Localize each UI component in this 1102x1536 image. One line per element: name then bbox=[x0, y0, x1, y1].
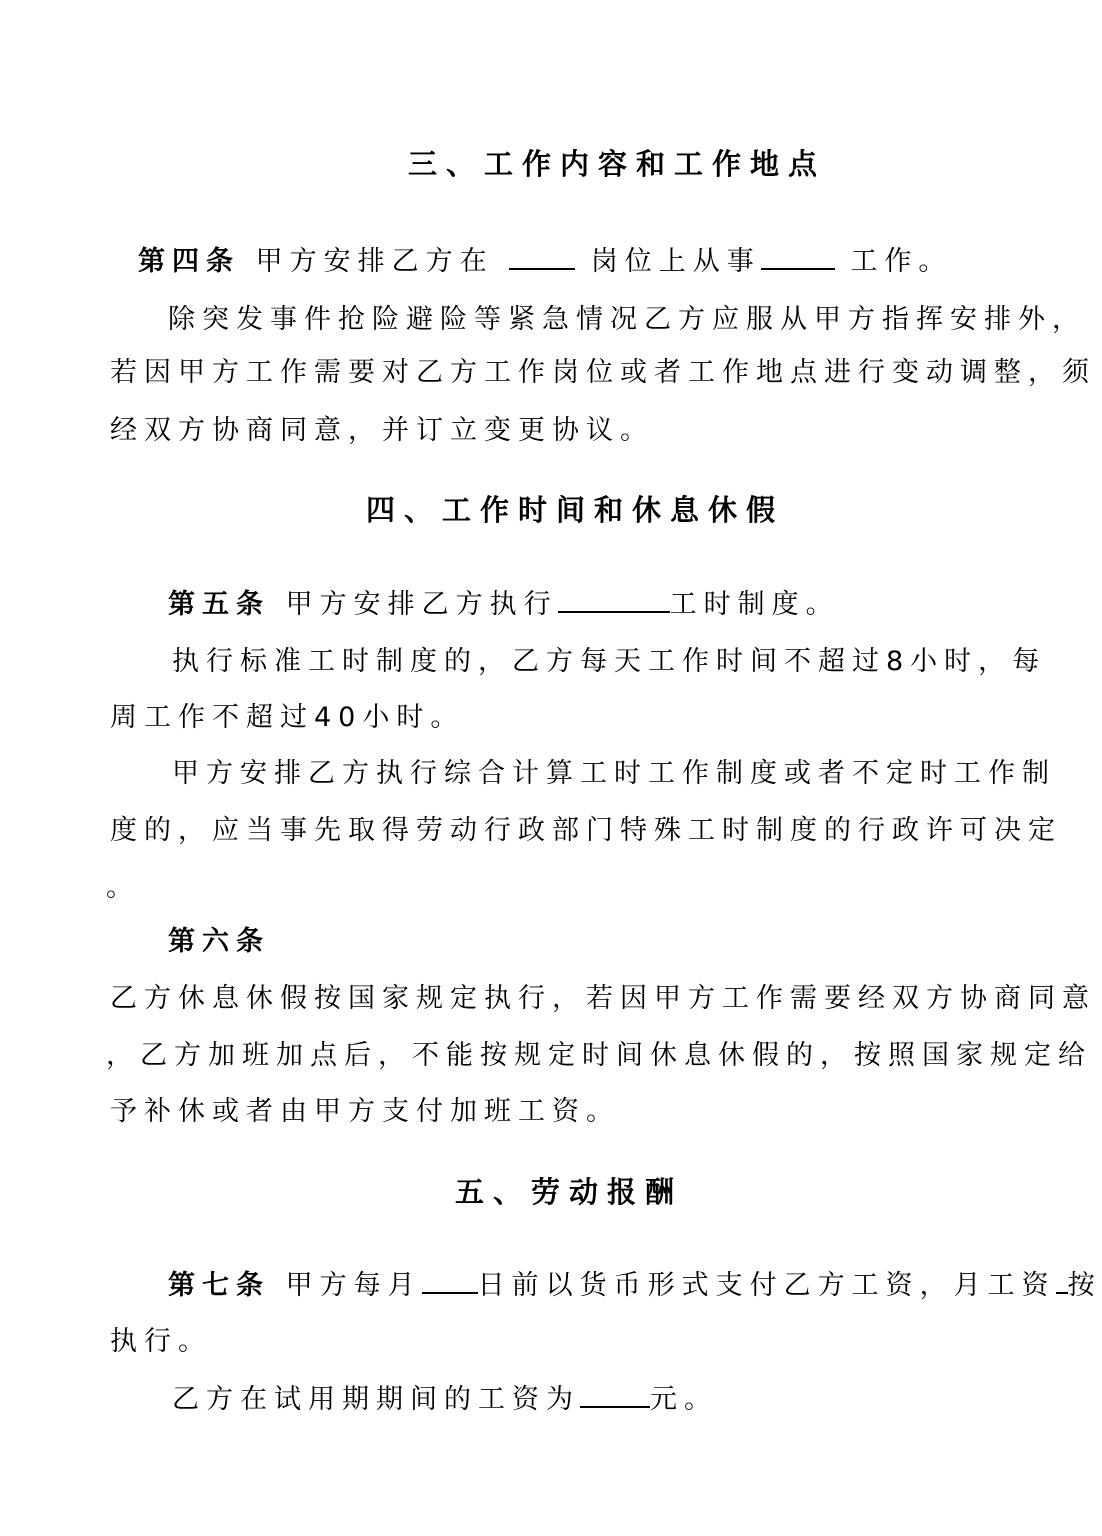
probation-salary-blank bbox=[580, 1382, 650, 1408]
article-5-text-2: 工时制度。 bbox=[669, 589, 840, 620]
article-4-label: 第四条 bbox=[138, 246, 240, 277]
article-5-text-1: 甲方安排乙方执行 bbox=[285, 589, 558, 620]
article-7-line-2: 执行。 bbox=[110, 1326, 212, 1357]
article-4-text-2: 岗位上从事 bbox=[590, 246, 761, 277]
s3-paragraph-line-1: 除突发事件抢险避险等紧急情况乙方应服从甲方指挥安排外， bbox=[168, 304, 1086, 335]
pay-day-blank bbox=[422, 1268, 478, 1294]
article-7-text-2: 日前以货币形式支付乙方工资，月工资 bbox=[477, 1270, 1056, 1301]
s4-paragraph-3-line-3: 予补休或者由甲方支付加班工资。 bbox=[110, 1096, 620, 1127]
article-4-text-3: 工作。 bbox=[850, 246, 953, 277]
s3-paragraph-line-2: 若因甲方工作需要对乙方工作岗位或者工作地点进行变动调整，须 bbox=[110, 357, 1096, 388]
article-7-label: 第七条 bbox=[168, 1270, 270, 1301]
probation-text-1: 乙方在试用期期间的工资为 bbox=[172, 1384, 580, 1415]
article-4-text-1: 甲方安排乙方在 bbox=[255, 246, 494, 277]
s4-paragraph-1-line-2: 周工作不超过40小时。 bbox=[110, 702, 465, 733]
s4-paragraph-2-line-1: 甲方安排乙方执行综合计算工时工作制度或者不定时工作制 bbox=[172, 758, 1056, 789]
s3-paragraph-line-3: 经双方协商同意，并订立变更协议。 bbox=[110, 415, 654, 446]
article-4-line bbox=[138, 242, 952, 282]
work-blank bbox=[761, 244, 835, 270]
salary-blank bbox=[1056, 1268, 1068, 1294]
section-heading-4: 四、工作时间和休息休假 bbox=[366, 493, 785, 527]
probation-text-2: 元。 bbox=[650, 1384, 718, 1415]
s4-paragraph-3-line-2: ，乙方加班加点后，不能按规定时间休息休假的，按照国家规定给 bbox=[106, 1040, 1092, 1071]
probation-salary-line bbox=[172, 1380, 718, 1420]
s4-paragraph-3-line-1: 乙方休息休假按国家规定执行，若因甲方工作需要经双方协商同意 bbox=[110, 983, 1096, 1014]
article-7-text-1: 甲方每月 bbox=[285, 1270, 422, 1301]
s4-paragraph-2-line-2: 度的，应当事先取得劳动行政部门特殊工时制度的行政许可决定 bbox=[110, 815, 1062, 846]
hours-system-blank bbox=[558, 587, 670, 613]
s4-paragraph-1-line-1: 执行标准工时制度的，乙方每天工作时间不超过8小时，每 bbox=[172, 646, 1047, 677]
article-5-label: 第五条 bbox=[168, 589, 270, 620]
section-heading-3: 三、工作内容和工作地点 bbox=[408, 147, 827, 181]
article-5-line bbox=[168, 585, 840, 625]
section-heading-5: 五、劳动报酬 bbox=[455, 1175, 684, 1209]
article-7-line bbox=[168, 1266, 1102, 1306]
s4-paragraph-2-line-3: 。 bbox=[106, 872, 140, 903]
post-blank bbox=[509, 244, 575, 270]
article-7-text-3: 按 bbox=[1067, 1270, 1102, 1301]
article-6-label: 第六条 bbox=[168, 926, 270, 957]
